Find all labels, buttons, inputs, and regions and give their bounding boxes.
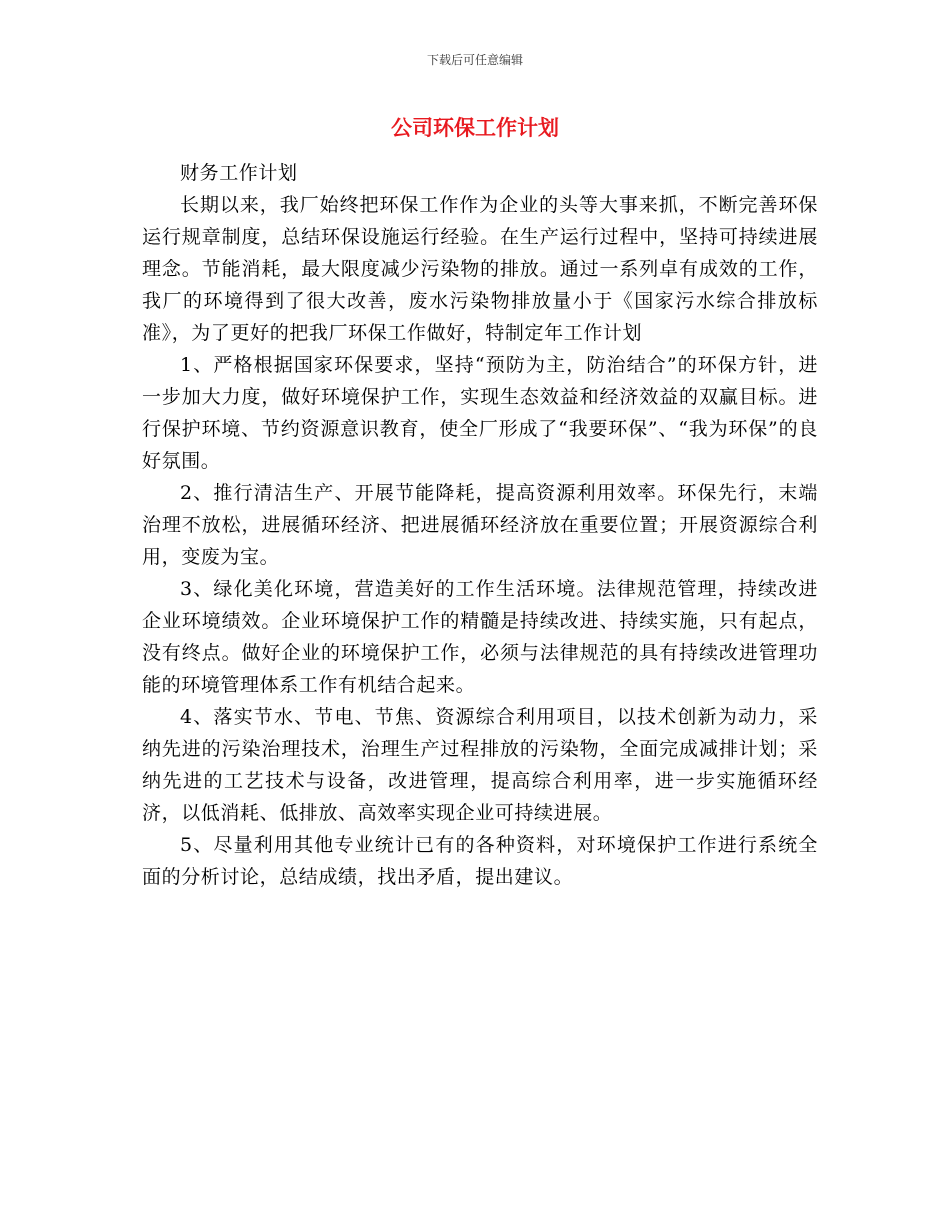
- page-header-note: 下载后可任意编辑: [426, 53, 523, 67]
- paragraph-item-1: 1、严格根据国家环保要求，坚持“预防为主，防治结合”的环保方针，进一步加大力度，做好环境保护工作，实现生态效益和经济效益的双赢目标。进行保护环境、节约资源意识教育，使全厂形成了“我要环保”、“我为环保”的良好氛围。: [142, 354, 818, 472]
- paragraph-subtitle: 财务工作计划: [180, 162, 298, 184]
- paragraph-item-5: 5、尽量利用其他专业统计已有的各种资料，对环境保护工作进行系统全面的分析讨论，总结成绩，找出矛盾，提出建议。: [142, 834, 818, 888]
- document-body: [142, 157, 818, 893]
- paragraph-intro: 长期以来，我厂始终把环保工作作为企业的头等大事来抓，不断完善环保运行规章制度，总结环保设施运行经验。在生产运行过程中，坚持可持续进展理念。节能消耗，最大限度减少污染物的排放。通过一系列卓有成效的工作，我厂的环境得到了很大改善，废水污染物排放量小于《国家污水综合排放标准》，为了更好的把我厂环保工作做好，特制定年工作计划: [142, 194, 818, 344]
- paragraph-item-3: 3、绿化美化环境，营造美好的工作生活环境。法律规范管理，持续改进企业环境绩效。企业环境保护工作的精髓是持续改进、持续实施，只有起点，没有终点。做好企业的环境保护工作，必须与法律规范的具有持续改进管理功能的环境管理体系工作有机结合起来。: [142, 578, 818, 696]
- paragraph-item-4: 4、落实节水、节电、节焦、资源综合利用项目，以技术创新为动力，采纳先进的污染治理技术，治理生产过程排放的污染物，全面完成减排计划；采纳先进的工艺技术与设备，改进管理，提高综合利用率，进一步实施循环经济，以低消耗、低排放、高效率实现企业可持续进展。: [142, 706, 818, 824]
- paragraph-item-2: 2、推行清洁生产、开展节能降耗，提高资源利用效率。环保先行，末端治理不放松，进展循环经济、把进展循环经济放在重要位置；开展资源综合利用，变废为宝。: [142, 482, 818, 568]
- document-title: 公司环保工作计划: [391, 115, 559, 140]
